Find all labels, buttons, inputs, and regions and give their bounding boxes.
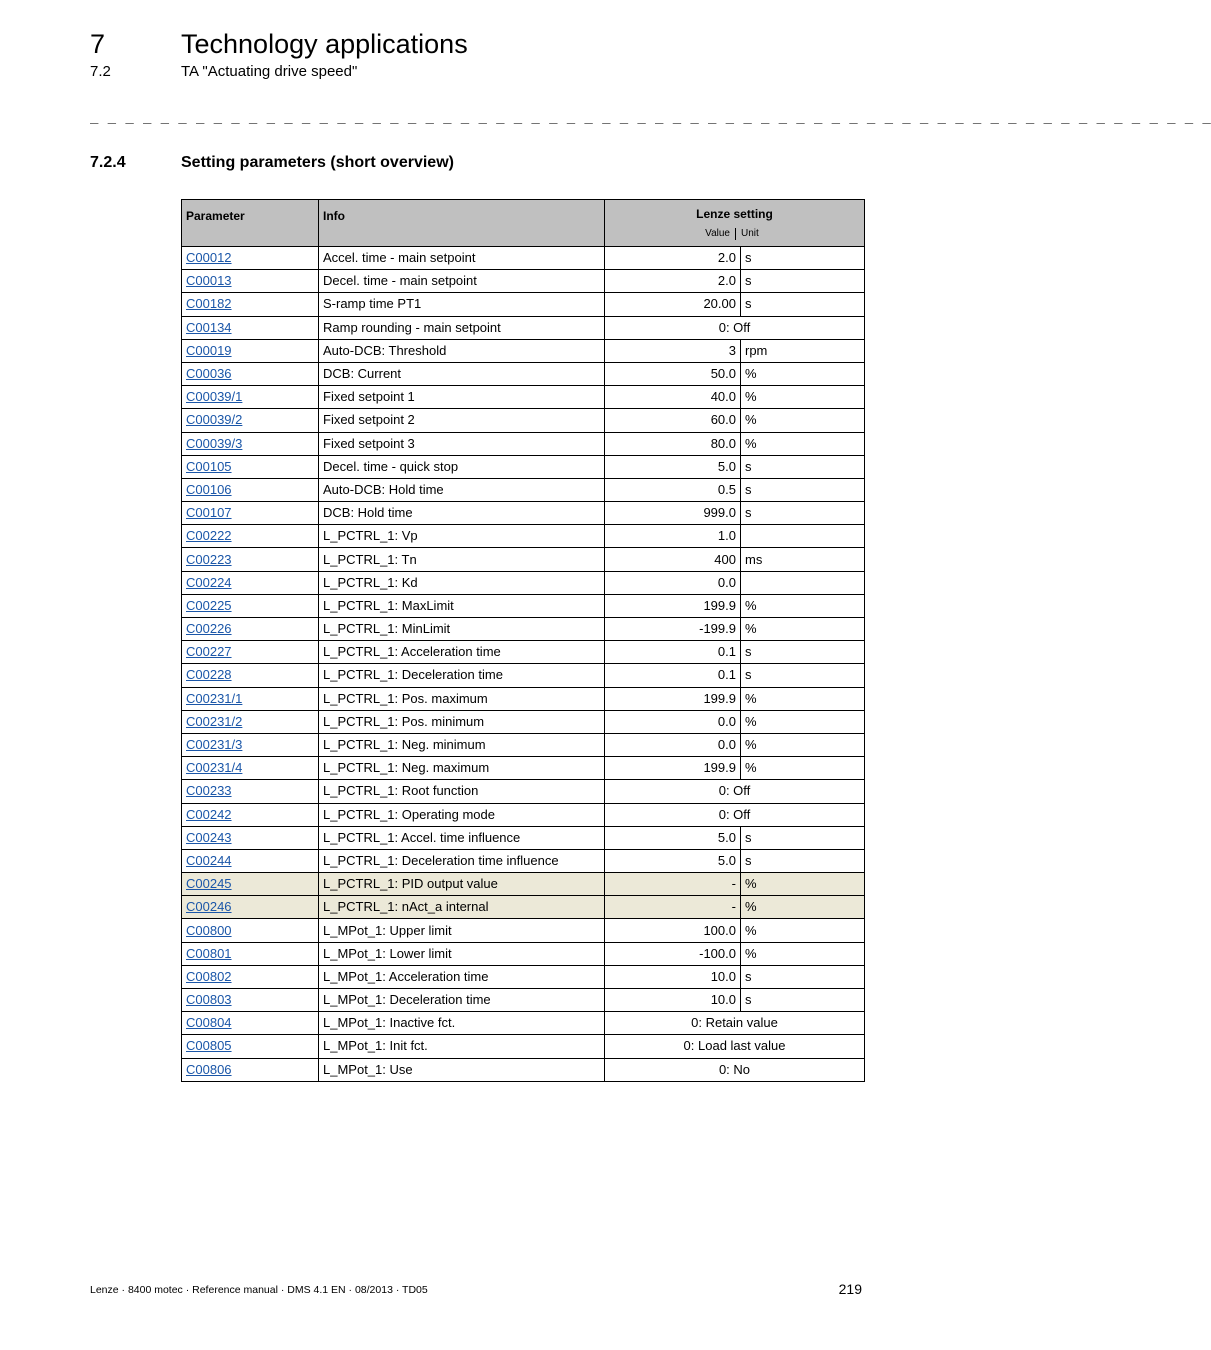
info-cell: L_PCTRL_1: Deceleration time [319,664,605,687]
value-cell: 100.0 [605,919,741,942]
parameter-link[interactable]: C00805 [186,1038,232,1054]
unit-cell: s [741,502,865,525]
info-cell: Auto-DCB: Hold time [319,478,605,501]
parameter-cell [182,293,319,316]
value-cell: 0: Load last value [605,1035,865,1058]
table-row [182,362,865,385]
info-cell: Auto-DCB: Threshold [319,339,605,362]
parameter-cell [182,455,319,478]
parameter-link[interactable]: C00039/3 [186,435,243,451]
value-cell: 40.0 [605,386,741,409]
table-row [182,1058,865,1081]
unit-cell: s [741,270,865,293]
table-row [182,247,865,270]
page-number: 219 [838,1281,862,1297]
parameter-link[interactable]: C00245 [186,876,232,892]
table-row [182,1012,865,1035]
parameter-link[interactable]: C00801 [186,945,232,961]
parameter-link[interactable]: C00039/2 [186,412,243,428]
parameter-link[interactable]: C00243 [186,829,232,845]
info-cell: L_PCTRL_1: Neg. maximum [319,757,605,780]
table-row [182,316,865,339]
header-parameter: Parameter [182,200,319,247]
table-row [182,339,865,362]
unit-cell [741,525,865,548]
parameter-link[interactable]: C00039/1 [186,389,243,405]
parameter-cell [182,710,319,733]
table-row [182,803,865,826]
parameter-link[interactable]: C00013 [186,273,232,289]
info-cell: L_PCTRL_1: Accel. time influence [319,826,605,849]
parameter-link[interactable]: C00012 [186,250,232,266]
parameter-cell [182,571,319,594]
info-cell: L_PCTRL_1: Kd [319,571,605,594]
value-cell: 80.0 [605,432,741,455]
subsection-number: 7.2.4 [90,154,126,171]
value-cell: 400 [605,548,741,571]
header-info: Info [319,200,605,247]
info-cell: L_MPot_1: Use [319,1058,605,1081]
table-row [182,594,865,617]
parameter-link[interactable]: C00223 [186,551,232,567]
header-separator: _ _ _ _ _ _ _ _ _ _ _ _ _ _ _ _ _ _ _ _ _ _ _ _ _ _ _ _ _ _ _ _ _ _ _ _ _ _ _ _ _ _ _ _ _ _ _ _ _ _ _ _ _ _ _ _ _ _ _ _ _ _ _ _ [90,108,1211,124]
table-row [182,571,865,594]
unit-cell: % [741,386,865,409]
parameter-cell [182,1035,319,1058]
table-row [182,687,865,710]
unit-cell: ms [741,548,865,571]
table-row [182,965,865,988]
info-cell: L_PCTRL_1: Acceleration time [319,641,605,664]
table-row [182,942,865,965]
value-cell: -199.9 [605,618,741,641]
unit-cell: % [741,919,865,942]
parameter-cell [182,339,319,362]
info-cell: L_PCTRL_1: Pos. maximum [319,687,605,710]
parameter-link[interactable]: C00802 [186,968,232,984]
parameter-link[interactable]: C00242 [186,806,232,822]
value-cell: 5.0 [605,455,741,478]
value-cell: 0: Retain value [605,1012,865,1035]
parameter-cell [182,780,319,803]
parameter-cell [182,757,319,780]
unit-cell: s [741,455,865,478]
chapter-title: Technology applications [181,29,468,59]
table-row [182,548,865,571]
table-row [182,409,865,432]
value-cell: 0.5 [605,478,741,501]
value-cell: 199.9 [605,594,741,617]
table-row [182,757,865,780]
table-body [182,247,865,1082]
info-cell: L_PCTRL_1: Pos. minimum [319,710,605,733]
table-row [182,989,865,1012]
parameter-cell [182,478,319,501]
value-cell: 0: Off [605,780,865,803]
unit-cell: % [741,594,865,617]
value-cell: 0: Off [605,803,865,826]
info-cell: L_PCTRL_1: Neg. minimum [319,733,605,756]
chapter-number: 7 [90,29,106,59]
header-lenze-setting-label: Lenze setting [696,207,773,221]
info-cell: L_MPot_1: Upper limit [319,919,605,942]
value-cell: 50.0 [605,362,741,385]
info-cell: L_MPot_1: Inactive fct. [319,1012,605,1035]
parameter-cell [182,989,319,1012]
unit-cell: s [741,664,865,687]
table-row [182,873,865,896]
value-cell: 0.1 [605,664,741,687]
table-row [182,455,865,478]
parameter-link[interactable]: C00228 [186,667,232,683]
unit-cell: s [741,293,865,316]
parameter-cell [182,362,319,385]
unit-cell: % [741,710,865,733]
parameter-link[interactable]: C00244 [186,852,232,868]
info-cell: L_PCTRL_1: MaxLimit [319,594,605,617]
info-cell: Decel. time - quick stop [319,455,605,478]
parameter-link[interactable]: C00134 [186,319,232,335]
unit-cell: s [741,247,865,270]
parameter-cell [182,965,319,988]
info-cell: L_PCTRL_1: MinLimit [319,618,605,641]
table-row [182,502,865,525]
unit-cell: % [741,896,865,919]
info-cell: L_MPot_1: Lower limit [319,942,605,965]
value-cell: - [605,873,741,896]
value-cell: 0.1 [605,641,741,664]
info-cell: DCB: Current [319,362,605,385]
parameter-cell [182,896,319,919]
parameter-link[interactable]: C00233 [186,783,232,799]
value-cell: 5.0 [605,826,741,849]
value-cell: 10.0 [605,965,741,988]
table-row [182,1035,865,1058]
footer-text: Lenze · 8400 motec · Reference manual · DMS 4.1 EN · 08/2013 · TD05 [90,1284,428,1296]
table-row [182,618,865,641]
parameter-link[interactable]: C00231/3 [186,737,243,753]
unit-cell: % [741,733,865,756]
unit-cell: % [741,942,865,965]
header-value: Value [605,228,736,240]
value-cell: 5.0 [605,849,741,872]
value-cell: 10.0 [605,989,741,1012]
parameter-link[interactable]: C00806 [186,1061,232,1077]
info-cell: L_PCTRL_1: Root function [319,780,605,803]
value-cell: 0.0 [605,571,741,594]
value-cell: - [605,896,741,919]
table-row [182,826,865,849]
parameter-cell [182,502,319,525]
value-cell: 60.0 [605,409,741,432]
parameter-cell [182,664,319,687]
parameter-cell [182,733,319,756]
parameter-link[interactable]: C00106 [186,481,232,497]
parameter-link[interactable]: C00246 [186,899,232,915]
parameter-cell [182,594,319,617]
parameter-link[interactable]: C00803 [186,992,232,1008]
info-cell: L_PCTRL_1: Deceleration time influence [319,849,605,872]
parameter-link[interactable]: C00804 [186,1015,232,1031]
parameter-link[interactable]: C00222 [186,528,232,544]
info-cell: DCB: Hold time [319,502,605,525]
table-row [182,270,865,293]
parameter-link[interactable]: C00226 [186,621,232,637]
info-cell: L_PCTRL_1: PID output value [319,873,605,896]
parameter-cell [182,1012,319,1035]
table-row [182,780,865,803]
unit-cell: % [741,873,865,896]
value-cell: 0.0 [605,710,741,733]
parameter-cell [182,247,319,270]
info-cell: Ramp rounding - main setpoint [319,316,605,339]
info-cell: Fixed setpoint 1 [319,386,605,409]
parameter-cell [182,270,319,293]
parameter-cell [182,803,319,826]
unit-cell: s [741,989,865,1012]
value-cell: 3 [605,339,741,362]
table-row [182,432,865,455]
info-cell: L_MPot_1: Acceleration time [319,965,605,988]
parameter-cell [182,409,319,432]
parameter-cell [182,873,319,896]
parameter-link[interactable]: C00105 [186,458,232,474]
parameter-link[interactable]: C00231/1 [186,690,243,706]
info-cell: L_PCTRL_1: nAct_a internal [319,896,605,919]
value-cell: 199.9 [605,687,741,710]
value-cell: 0.0 [605,733,741,756]
info-cell: L_PCTRL_1: Operating mode [319,803,605,826]
value-cell: 0: No [605,1058,865,1081]
parameter-link[interactable]: C00227 [186,644,232,660]
info-cell: Accel. time - main setpoint [319,247,605,270]
parameter-cell [182,386,319,409]
value-cell: 199.9 [605,757,741,780]
parameter-cell [182,826,319,849]
info-cell: L_PCTRL_1: Vp [319,525,605,548]
parameter-cell [182,316,319,339]
info-cell: Fixed setpoint 3 [319,432,605,455]
parameter-cell [182,687,319,710]
table-row [182,710,865,733]
info-cell: Decel. time - main setpoint [319,270,605,293]
unit-cell: % [741,687,865,710]
parameter-link[interactable]: C00225 [186,597,232,613]
unit-cell: rpm [741,339,865,362]
parameter-link[interactable]: C00800 [186,922,232,938]
parameter-cell [182,432,319,455]
info-cell: L_MPot_1: Deceleration time [319,989,605,1012]
parameter-cell [182,641,319,664]
subsection-title: Setting parameters (short overview) [181,154,454,171]
info-cell: Fixed setpoint 2 [319,409,605,432]
info-cell: L_PCTRL_1: Tn [319,548,605,571]
table-row [182,293,865,316]
unit-cell [741,571,865,594]
value-cell: 999.0 [605,502,741,525]
unit-cell: % [741,409,865,432]
parameter-cell [182,849,319,872]
parameter-link[interactable]: C00182 [186,296,232,312]
value-cell: -100.0 [605,942,741,965]
parameter-cell [182,1058,319,1081]
parameter-cell [182,525,319,548]
parameter-cell [182,618,319,641]
table-row [182,919,865,942]
table-row [182,525,865,548]
unit-cell: % [741,432,865,455]
section-title: TA "Actuating drive speed" [181,63,358,80]
table-row [182,733,865,756]
parameter-link[interactable]: C00036 [186,366,232,382]
table-row [182,386,865,409]
unit-cell: s [741,641,865,664]
parameter-link[interactable]: C00019 [186,342,232,358]
unit-cell: s [741,478,865,501]
parameter-cell [182,919,319,942]
parameter-cell [182,942,319,965]
parameter-link[interactable]: C00107 [186,505,232,521]
parameter-link[interactable]: C00224 [186,574,232,590]
value-cell: 20.00 [605,293,741,316]
section-number: 7.2 [90,63,111,80]
table-row [182,641,865,664]
table-row [182,849,865,872]
table-row [182,664,865,687]
table-row [182,478,865,501]
parameter-table [181,199,865,1082]
unit-cell: % [741,757,865,780]
unit-cell: s [741,849,865,872]
parameter-link[interactable]: C00231/2 [186,713,243,729]
value-cell: 1.0 [605,525,741,548]
info-cell: S-ramp time PT1 [319,293,605,316]
unit-cell: % [741,362,865,385]
value-cell: 2.0 [605,270,741,293]
table-row [182,896,865,919]
header-unit: Unit [741,228,759,239]
value-cell: 2.0 [605,247,741,270]
info-cell: L_MPot_1: Init fct. [319,1035,605,1058]
header-lenze-setting [605,200,865,247]
table-header-row [182,200,865,247]
parameter-link[interactable]: C00231/4 [186,760,243,776]
unit-cell: s [741,826,865,849]
unit-cell: s [741,965,865,988]
unit-cell: % [741,618,865,641]
value-cell: 0: Off [605,316,865,339]
parameter-cell [182,548,319,571]
